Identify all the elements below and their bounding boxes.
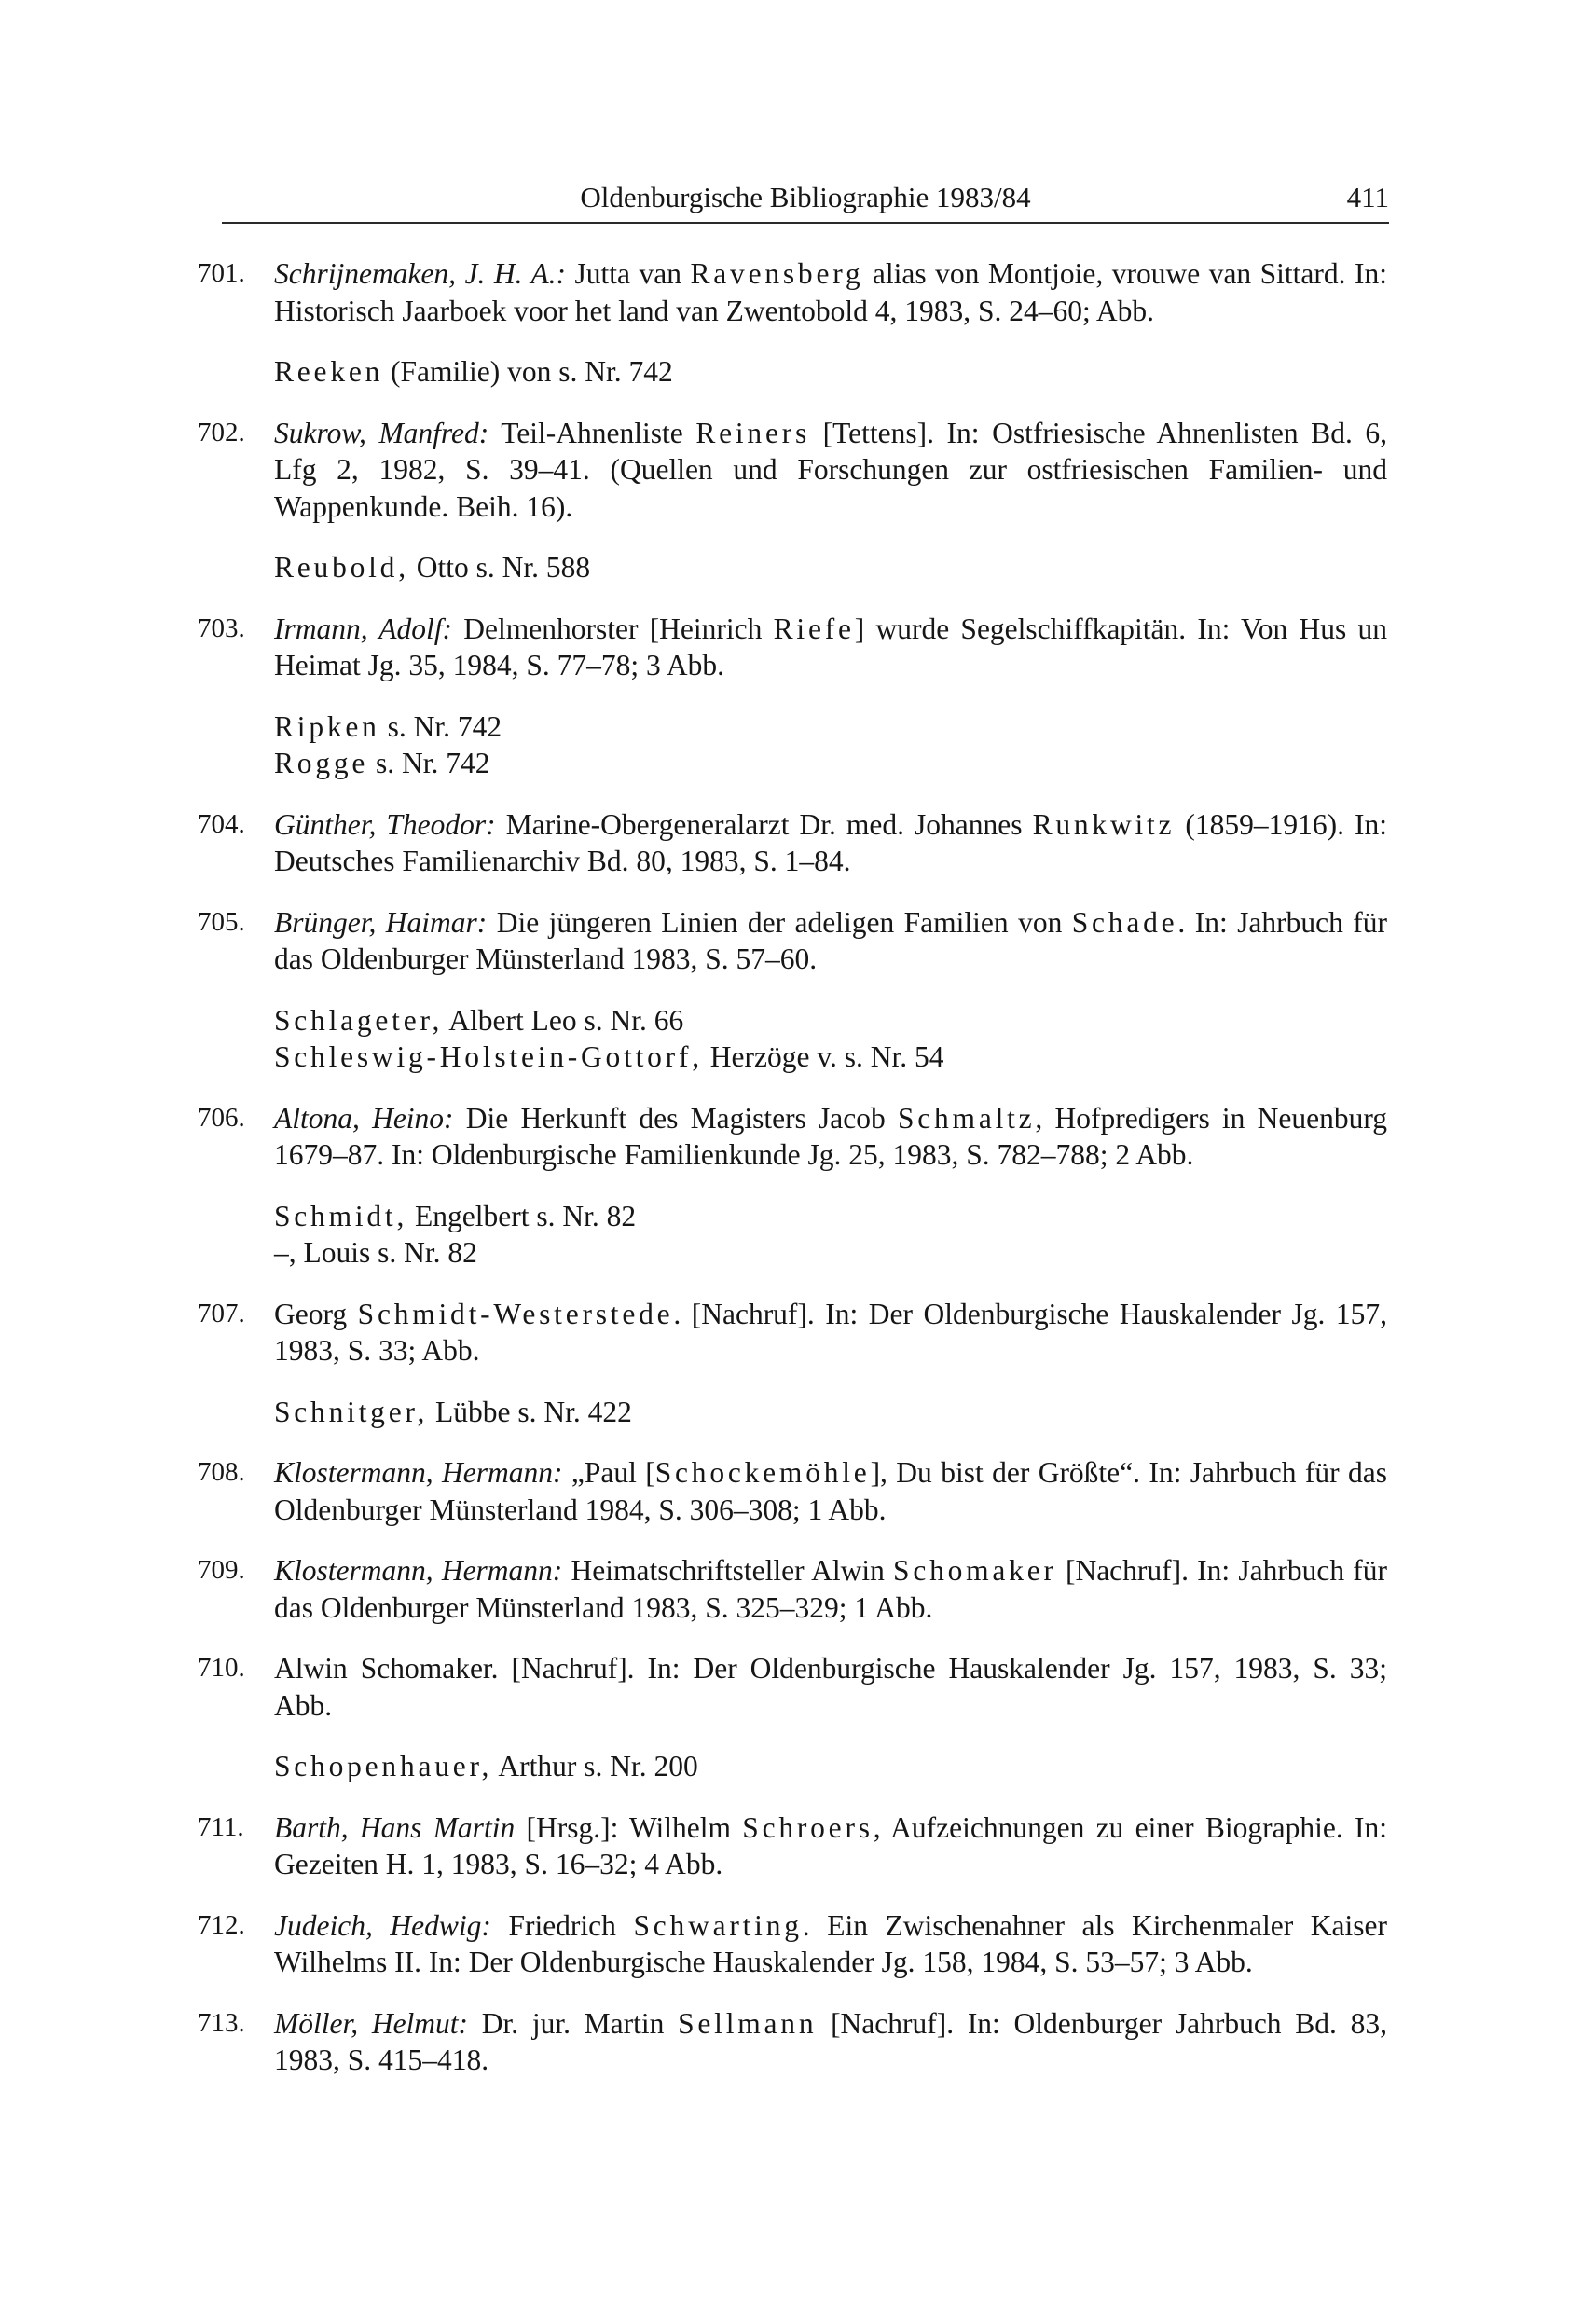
entry-712 xyxy=(198,1907,1387,1981)
subject-name: Riefe xyxy=(773,612,855,645)
entry-number: 709. xyxy=(198,1555,245,1585)
entry-text xyxy=(274,1100,1387,1174)
cross-reference-louis xyxy=(198,1234,1387,1272)
entry-title-part: Teil-Ahnenliste xyxy=(488,416,696,449)
entry-704 xyxy=(198,806,1387,880)
entry-number: 712. xyxy=(198,1909,245,1940)
entry-number: 704. xyxy=(198,808,245,839)
entry-705 xyxy=(198,904,1387,978)
entry-number: 706. xyxy=(198,1102,245,1133)
entry-text xyxy=(274,415,1387,526)
entry-text xyxy=(274,1907,1387,1981)
bibliography-list xyxy=(198,255,1387,2103)
entry-title-part: Marine-Obergeneralarzt Dr. med. Johannes xyxy=(495,807,1033,841)
entry-number: 708. xyxy=(198,1457,245,1487)
entry-author: Irmann, Adolf: xyxy=(274,612,453,645)
entry-title-part: [Hrsg.]: Wilhelm xyxy=(515,1810,743,1844)
xref-target: Louis s. Nr. 82 xyxy=(296,1236,477,1269)
entry-author: Günther, Theodor: xyxy=(274,807,496,841)
entry-text xyxy=(274,255,1387,329)
subject-name: Schomaker xyxy=(893,1554,1057,1587)
entry-701 xyxy=(198,255,1387,329)
page-number: 411 xyxy=(1346,181,1389,213)
entry-author: Judeich, Hedwig: xyxy=(274,1908,491,1942)
cross-reference-schmidt xyxy=(198,1198,1387,1235)
xref-name: Rogge xyxy=(274,747,369,779)
xref-name: Schmidt, xyxy=(274,1199,408,1232)
xref-target: Albert Leo s. Nr. 66 xyxy=(443,1003,684,1037)
subject-name: Schmaltz xyxy=(897,1101,1036,1135)
xref-target: Arthur s. Nr. 200 xyxy=(492,1750,698,1782)
entry-706 xyxy=(198,1100,1387,1174)
entry-author: Schrijnemaken, J. H. A.: xyxy=(274,257,567,290)
subject-name: Schmidt-Westerstede xyxy=(357,1297,674,1330)
entry-text xyxy=(274,1296,1387,1369)
entry-text xyxy=(274,2005,1387,2079)
entry-author: Klostermann, Hermann: xyxy=(274,1554,563,1587)
xref-name: Ripken xyxy=(274,709,380,743)
xref-target: Engelbert s. Nr. 82 xyxy=(407,1199,637,1232)
xref-target: s. Nr. 742 xyxy=(368,747,490,779)
cross-reference-schleswig-holstein-gottorf xyxy=(198,1039,1387,1076)
entry-title-part: Die jüngeren Linien der adeligen Familien von xyxy=(487,905,1072,939)
xref-name: Schleswig-Holstein-Gottorf, xyxy=(274,1040,703,1073)
subject-name: Schwarting xyxy=(633,1908,803,1942)
entry-number: 703. xyxy=(198,612,245,643)
cross-reference-ripken xyxy=(198,709,1387,746)
entry-713 xyxy=(198,2005,1387,2079)
entry-source: alias von Montjoie, vrouwe van Sittard. In: Historisch Jaarboek voor het land van Zwentobold 4, 1983, S. 24–60; Abb. xyxy=(274,257,1388,327)
entry-source: ], Du bist der Größte“. In: Jahrbuch für das Oldenburger Münsterland 1984, S. 306–308; 1 Abb. xyxy=(274,1456,1387,1526)
subject-name: Sellmann xyxy=(678,2006,818,2040)
entry-source: , Aufzeichnungen zu einer Biographie. In: Gezeiten H. 1, 1983, S. 16–32; 4 Abb. xyxy=(274,1810,1387,1880)
entry-710 xyxy=(198,1650,1387,1724)
entry-number: 713. xyxy=(198,2007,245,2038)
entry-text xyxy=(274,1810,1387,1883)
entry-number: 707. xyxy=(198,1298,245,1328)
cross-reference-schnitger xyxy=(198,1394,1387,1431)
subject-name: Reiners xyxy=(695,416,811,449)
entry-author: Brünger, Haimar: xyxy=(274,905,488,939)
entry-source: [Tettens]. In: Ostfriesische Ahnenlisten Bd. 6, Lfg 2, 1982, S. 39–41. (Quellen und Forschungen zur ostfriesischen Familien- und Wappenkunde. Beih. 16). xyxy=(274,416,1388,523)
entry-title-part: Dr. jur. Martin xyxy=(468,2006,679,2040)
entry-title-part: „Paul [ xyxy=(562,1456,655,1489)
entry-text xyxy=(274,904,1387,978)
entry-702 xyxy=(198,415,1387,526)
entry-text xyxy=(274,1552,1387,1626)
entry-703 xyxy=(198,611,1387,684)
entry-708 xyxy=(198,1454,1387,1528)
xref-name: Schnitger, xyxy=(274,1395,429,1428)
entry-text xyxy=(274,1454,1387,1528)
entry-source: ] wurde Segelschiffkapitän. In: Von Hus un Heimat Jg. 35, 1984, S. 77–78; 3 Abb. xyxy=(274,612,1387,681)
entry-709 xyxy=(198,1552,1387,1626)
entry-title-part: Die Herkunft des Magisters Jacob xyxy=(453,1101,898,1135)
entry-source: . [Nachruf]. In: Der Oldenburgische Hauskalender Jg. 157, 1983, S. 33; Abb. xyxy=(274,1297,1388,1367)
entry-number: 711. xyxy=(198,1811,244,1842)
entry-source: , Hofpredigers in Neuenburg 1679–87. In: Oldenburgische Familienkunde Jg. 25, 1983, S. 782–788; 2 Abb. xyxy=(274,1101,1387,1171)
cross-reference-reubold xyxy=(198,549,1387,586)
entry-text: Alwin Schomaker. [Nachruf]. In: Der Oldenburgische Hauskalender Jg. 157, 1983, S. 33; Abb. xyxy=(274,1652,1387,1722)
running-header xyxy=(222,173,1389,222)
running-title: Oldenburgische Bibliographie 1983/84 xyxy=(580,181,1031,213)
entry-number: 710. xyxy=(198,1653,245,1683)
entry-title-part: Georg xyxy=(274,1297,358,1330)
entry-title-part: Jutta van xyxy=(566,257,691,290)
cross-reference-rogge xyxy=(198,745,1387,782)
xref-name: Reubold, xyxy=(274,551,409,584)
subject-name: Schade xyxy=(1071,905,1178,939)
entry-title-part: Delmenhorster [Heinrich xyxy=(452,612,774,645)
entry-number: 702. xyxy=(198,417,245,447)
xref-target: Herzöge v. s. Nr. 54 xyxy=(702,1040,944,1073)
cross-reference-schlageter xyxy=(198,1002,1387,1039)
entry-text xyxy=(274,611,1387,684)
entry-number: 705. xyxy=(198,906,245,937)
subject-name: Ravensberg xyxy=(690,257,864,290)
entry-title-part: Friedrich xyxy=(490,1908,634,1942)
entry-author: Möller, Helmut: xyxy=(274,2006,469,2040)
entry-source: . Ein Zwischenahner als Kirchenmaler Kaiser Wilhelms II. In: Der Oldenburgische Hauskalender Jg. 158, 1984, S. 53–57; 3 Abb. xyxy=(274,1908,1387,1978)
entry-source: [Nachruf]. In: Oldenburger Jahrbuch Bd. 83, 1983, S. 415–418. xyxy=(274,2006,1387,2076)
entry-source: [Nachruf]. In: Jahrbuch für das Oldenburger Münsterland 1983, S. 325–329; 1 Abb. xyxy=(274,1554,1387,1624)
entry-707 xyxy=(198,1296,1387,1369)
entry-author: Altona, Heino: xyxy=(274,1101,454,1135)
entry-source: . In: Jahrbuch für das Oldenburger Münsterland 1983, S. 57–60. xyxy=(274,905,1387,975)
xref-name: Schlageter, xyxy=(274,1003,444,1037)
subject-name: Runkwitz xyxy=(1032,807,1176,841)
xref-name: –, xyxy=(274,1236,296,1269)
subject-name: Schockemöhle xyxy=(654,1456,871,1489)
xref-target: Lübbe s. Nr. 422 xyxy=(428,1395,632,1428)
xref-target: s. Nr. 742 xyxy=(379,709,502,743)
entry-source: (1859–1916). In: Deutsches Familienarchiv Bd. 80, 1983, S. 1–84. xyxy=(274,807,1387,877)
entry-text xyxy=(274,806,1387,880)
xref-name: Reeken xyxy=(274,355,384,388)
cross-reference-reeken xyxy=(198,353,1387,391)
xref-name: Schopenhauer, xyxy=(274,1750,493,1782)
entry-title-part: Heimatschriftsteller Alwin xyxy=(562,1554,894,1587)
cross-reference-schopenhauer xyxy=(198,1748,1387,1785)
subject-name: Schroers xyxy=(742,1810,874,1844)
entry-number: 701. xyxy=(198,258,245,288)
xref-target: (Familie) von s. Nr. 742 xyxy=(383,355,673,388)
entry-author: Barth, Hans Martin xyxy=(274,1810,516,1844)
header-rule xyxy=(222,222,1389,224)
entry-author: Klostermann, Hermann: xyxy=(274,1456,563,1489)
entry-711 xyxy=(198,1810,1387,1883)
entry-author: Sukrow, Manfred: xyxy=(274,416,489,449)
xref-target: Otto s. Nr. 588 xyxy=(408,551,591,584)
